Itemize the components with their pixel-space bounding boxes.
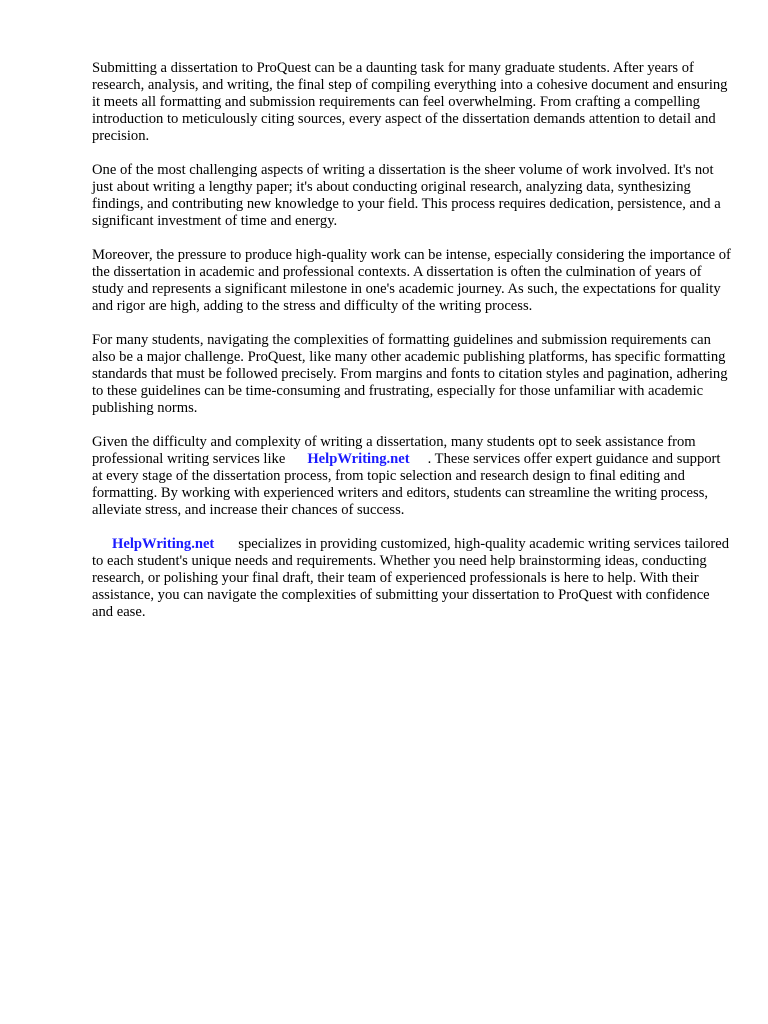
paragraph-2: One of the most challenging aspects of writing a dissertation is the sheer volume of work involved. It's not just about writing a lengthy paper; it's about conducting original research, analyzing data, synthesizing findings, and contributing new knowledge to your field. This process requires dedication, persistence, and a significant investment of time and energy. [92,162,721,229]
document-body [92,60,732,638]
paragraph-6-text-after: specializes in providing customized, high-quality academic writing services tailored to each student's unique needs and requirements. Whether you need help brainstorming ideas, conducting research, or polishing your final draft, their team of experienced professionals is here to help. With their assistance, you can navigate the complexities of submitting your dissertation to ProQuest with confidence and ease. [92,536,730,620]
paragraph-4: For many students, navigating the complexities of formatting guidelines and submission requirements can also be a major challenge. ProQuest, like many other academic publishing platforms, has specific formatting standards that must be followed precisely. From margins and fonts to citation styles and pagination, adhering to these guidelines can be time-consuming and frustrating, especially for those unfamiliar with academic publishing norms. [92,332,728,416]
paragraph-5-text-before: Given the difficulty and complexity of writing a dissertation, many students opt to seek assistance from professional writing services like [92,434,696,467]
paragraph-5 [92,434,732,519]
helpwriting-link[interactable]: HelpWriting.net [307,451,410,467]
paragraph-5-text-after: . These services offer expert guidance and support at every stage of the dissertation process, from topic selection and research design to final editing and formatting. By working with experienced writers and editors, students can streamline the writing process, alleviate stress, and increase their chances of success. [92,451,721,518]
paragraph-1: Submitting a dissertation to ProQuest can be a daunting task for many graduate students. After years of research, analysis, and writing, the final step of compiling everything into a cohesive document and ensuring it meets all formatting and submission requirements can feel overwhelming. From crafting a compelling introduction to meticulously citing sources, every aspect of the dissertation demands attention to detail and precision. [92,60,728,144]
paragraph-6 [92,536,732,621]
paragraph-3: Moreover, the pressure to produce high-quality work can be intense, especially considering the importance of the dissertation in academic and professional contexts. A dissertation is often the culmination of years of study and represents a significant milestone in one's academic journey. As such, the expectations for quality and rigor are high, adding to the stress and difficulty of the writing process. [92,247,731,314]
helpwriting-link-lead[interactable]: HelpWriting.net [112,536,215,552]
